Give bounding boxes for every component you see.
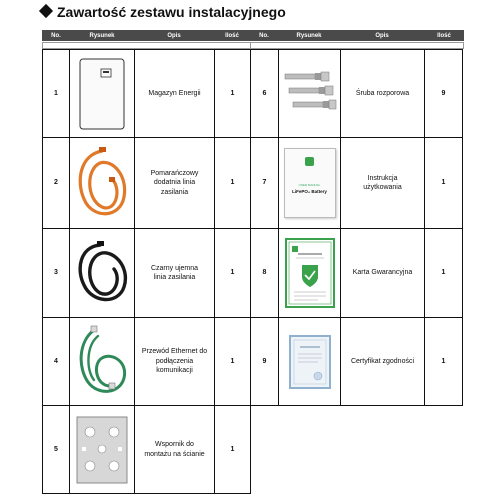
row-3-number: 3 [42,228,70,318]
manual-logo-icon [305,157,314,166]
row-6-drawing [278,49,341,138]
manual-brand-line: LiFePO₄ Battery [292,189,327,194]
row-1-quantity: 1 [214,49,251,138]
row-8-description: Karta Gwarancyjna [340,228,425,318]
row-6-number: 6 [250,49,279,138]
header-desc-left: Opis [134,30,214,41]
row-8-number: 8 [250,228,279,318]
row-2-description: Pomarańczowy dodatnia linia zasilania [134,137,215,229]
wall-bracket-icon [74,414,130,486]
black-cable-icon [72,233,132,313]
row-2-drawing [69,137,135,229]
row-9-drawing [278,317,341,406]
header-drawing-right: Rysunek [278,30,340,41]
row-2-number: 2 [42,137,70,229]
row-1-drawing [69,49,135,138]
row-7-description: Instrukcja użytkowania [340,137,425,229]
row-4-quantity: 1 [214,317,251,406]
header-qty-right: Ilość [424,30,464,41]
row-3-quantity: 1 [214,228,251,318]
header-drawing-left: Rysunek [70,30,134,41]
header-no-right: No. [250,30,278,41]
manual-sub-line: USER MANUAL [298,183,321,187]
row-9-quantity: 1 [424,317,463,406]
row-4-number: 4 [42,317,70,406]
row-4-description: Przewód Ethernet do podłączenia komunikacji [134,317,215,406]
row-5-description: Wspornik do montażu na ścianie [134,405,215,494]
row-7-drawing [278,137,341,229]
row-7-quantity: 1 [424,137,463,229]
warranty-card-icon [284,237,336,309]
header-underline-left [42,42,252,49]
row-1-description: Magazyn Energii [134,49,215,138]
row-8-drawing [278,228,341,318]
row-1-number: 1 [42,49,70,138]
expansion-bolt-icon [281,66,339,122]
row-6-description: Śruba rozporowa [340,49,425,138]
row-8-quantity: 1 [424,228,463,318]
row-3-drawing [69,228,135,318]
header-no-left: No. [42,30,70,41]
certificate-icon [288,334,332,390]
header-qty-left: Ilość [214,30,250,41]
header-desc-right: Opis [340,30,424,41]
row-9-description: Certyfikat zgodności [340,317,425,406]
orange-cable-icon [72,141,132,225]
row-6-quantity: 9 [424,49,463,138]
row-5-drawing [69,405,135,494]
row-3-description: Czarny ujemna linia zasilania [134,228,215,318]
row-2-quantity: 1 [214,137,251,229]
user-manual-icon [284,148,336,218]
row-9-number: 9 [250,317,279,406]
page-title: Zawartość zestawu instalacyjnego [41,4,286,20]
row-4-drawing [69,317,135,406]
row-5-quantity: 1 [214,405,251,494]
diamond-bullet-icon [39,4,53,18]
battery-cabinet-icon [77,57,127,131]
row-5-number: 5 [42,405,70,494]
row-7-number: 7 [250,137,279,229]
ethernet-cable-icon [72,322,132,402]
header-underline-right [250,42,464,49]
